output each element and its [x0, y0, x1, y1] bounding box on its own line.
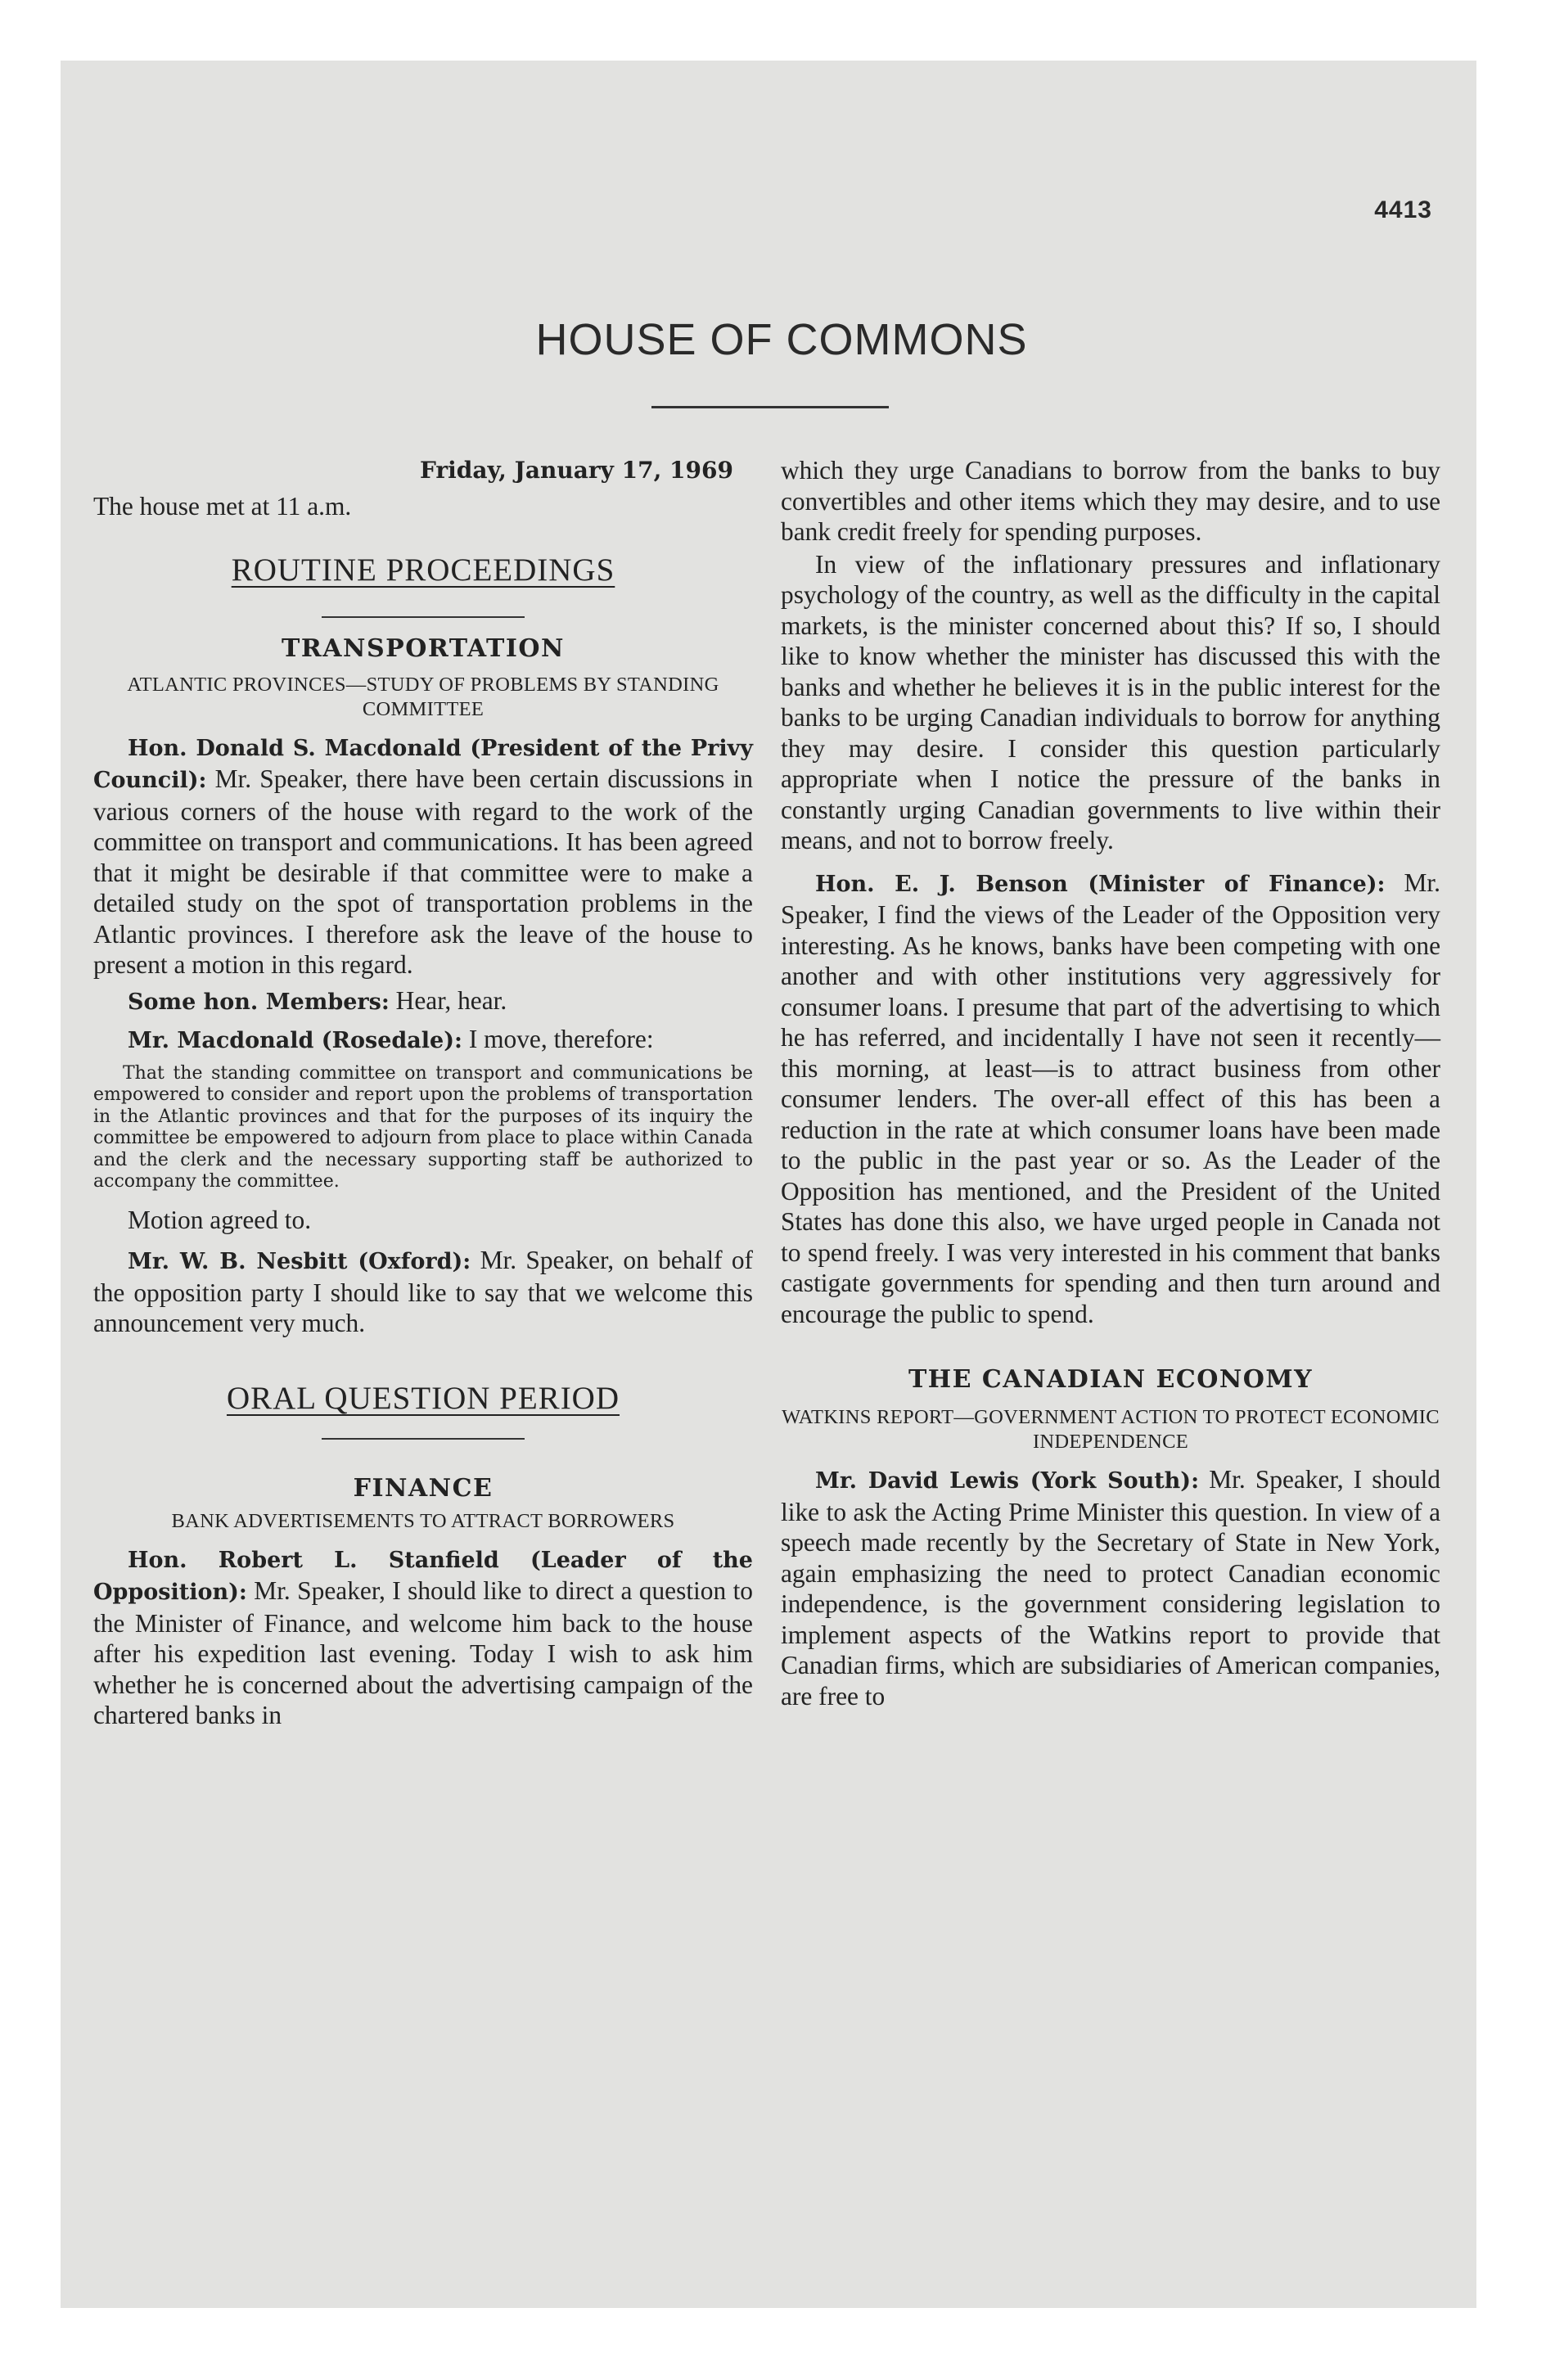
page-number: 4413 [1374, 196, 1432, 223]
economy-heading: THE CANADIAN ECONOMY [908, 1365, 1314, 1394]
speech-text: Hear, hear. [395, 985, 507, 1015]
macdonald-speech [93, 732, 753, 980]
section-rule [322, 1438, 525, 1440]
finance-heading: FINANCE [353, 1473, 494, 1503]
title-rule [651, 406, 889, 408]
speech-text: Mr. Speaker, I should like to direct a question to the Minister of Finance, and welcome him back to the house after his expedition last evening. Today I wish to ask him whether he is concerned about the advertising campaign of the chartered banks in [93, 1576, 753, 1729]
speaker-stanfield: Hon. Robert L. Stanfield (Leader of the Opposition): [93, 1547, 753, 1605]
motion-text: That the standing committee on transport and communications be empowered to consider and report upon the problems of transportation in the Atlantic provinces and that for the purposes of its inquiry the committee be empowered to adjourn from place to place within Canada and the clerk and the necessary supporting staff be authorized to accompany the committee. [93, 1062, 753, 1192]
speech-text: Mr. Speaker, there have been certain discussions in various corners of the house with regard to the work of the committee on transport and communications. It has been agreed that it might be desirable if that committee were to make a detailed study on the spot of transportation problems in the Atlantic provinces. I therefore ask the leave of the house to present a motion in this regard. [93, 764, 753, 979]
speaker-macdonald: Hon. Donald S. Macdonald (President of the Privy Council): [93, 735, 753, 793]
speech-text: Mr. Speaker, I should like to ask the Acting Prime Minister this question. In view of a speech made recently by the Secretary of State in New York, again emphasizing the need to protect Canadian economic independence, is the government considering legislation to implement aspects of the Watkins report to provide that Canadian firms, which are subsidiaries of American companies, are free to [781, 1465, 1441, 1711]
lewis-speech [781, 1464, 1440, 1711]
finance-subheading: BANK ADVERTISEMENTS TO ATTRACT BORROWERS [171, 1509, 675, 1532]
transportation-heading: TRANSPORTATION [282, 633, 565, 663]
speech-text: Mr. Speaker, on behalf of the opposition party I should like to say that we welcome this announcement very much. [93, 1246, 754, 1337]
speaker-lewis: Mr. David Lewis (York South): [815, 1468, 1200, 1494]
speech-text: Mr. Speaker, I find the views of the Leader of the Opposition very interesting. As he knows, banks have been competing with one another and with other institutions very aggressively for consumer loans. I presume that part of the advertising to which he has referred, and incidentally I have not seen it recently—this morning, at least—is to attract business from other consumer lenders. The over-all effect of this has been a reduction in the rate at which consumer loans have been made to the public in the past year or so. As the Leader of the Opposition has mentioned, and the President of the United States has done this also, we have urged people in Canada not to spend freely. I was very interested in his comment that banks castigate governments for spending and then turn around and encourage the public to spend. [781, 868, 1440, 1328]
members-response [93, 985, 753, 1018]
stanfield-inflation: In view of the inflationary pressures and inflationary psychology of the country, as well as the difficulty in the capital markets, is the minister concerned about this? If so, I should like to know whether the minister has discussed this with the banks and whether he believes it is in the public interest for the banks to be urging Canadian individuals to borrow for anything they may desire. I consider this question particularly appropriate when I notice the pressure of the banks in constantly urging Canadian governments to live within their means, and not to borrow freely. [781, 549, 1440, 854]
routine-proceedings-heading [93, 552, 753, 588]
sitting-time: The house met at 11 a.m. [93, 492, 352, 521]
speaker-benson: Hon. E. J. Benson (Minister of Finance): [815, 871, 1386, 897]
right-column [781, 455, 1440, 1711]
nesbitt-speech [93, 1245, 753, 1339]
speaker-rosedale: Mr. Macdonald (Rosedale): [128, 1028, 462, 1053]
left-column [93, 455, 753, 1731]
routine-proceedings-label: ROUTINE PROCEEDINGS [231, 552, 615, 588]
stanfield-speech [93, 1544, 753, 1731]
oral-question-heading [93, 1380, 753, 1417]
speech-text: I move, therefore: [468, 1025, 654, 1053]
benson-speech [781, 868, 1440, 1330]
economy-subheading: WATKINS REPORT—GOVERNMENT ACTION TO PROTECT ECONOMIC INDEPENDENCE [782, 1406, 1440, 1453]
sitting-date: Friday, January 17, 1969 [420, 457, 733, 484]
speaker-members: Some hon. Members: [128, 989, 390, 1015]
motion-agreed: Motion agreed to. [128, 1205, 312, 1234]
stanfield-continued: which they urge Canadians to borrow from the banks to buy convertibles and other items which they may desire, and to use bank credit freely for spending purposes. [781, 456, 1440, 546]
rosedale-speech [93, 1024, 753, 1057]
transportation-subheading: ATLANTIC PROVINCES—STUDY OF PROBLEMS BY STANDING COMMITTEE [127, 673, 719, 720]
speaker-nesbitt: Mr. W. B. Nesbitt (Oxford): [128, 1249, 471, 1274]
oral-question-label: ORAL QUESTION PERIOD [226, 1380, 620, 1416]
page-title: HOUSE OF COMMONS [535, 315, 1028, 364]
section-rule [322, 616, 525, 618]
